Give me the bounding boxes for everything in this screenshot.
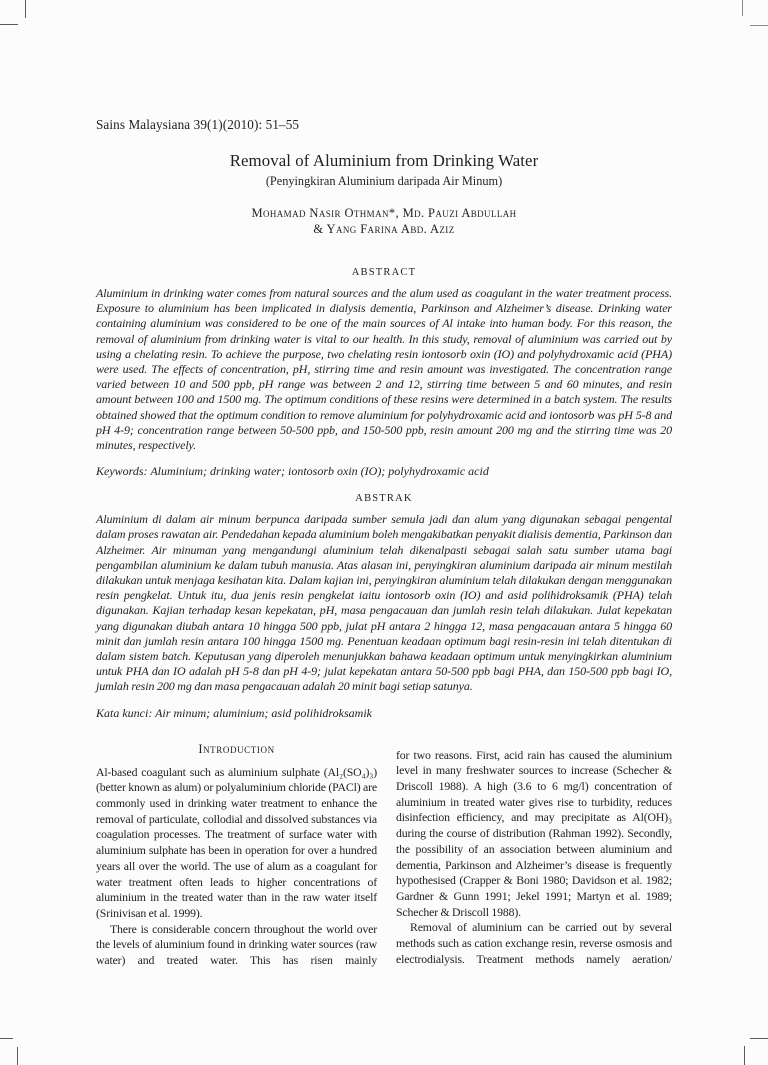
- introduction-heading: Introduction: [198, 741, 275, 756]
- crop-mark-bottom-left-vertical: [17, 1047, 18, 1065]
- abstract-body: Aluminium in drinking water comes from natural sources and the alum used as coagulant in the water treatment process. Exposure to aluminium has been implicated in dialysis dementia, Parkinson and Alzheimer’s disease. Drinking water containing aluminium was considered to be one of the main sources of Al intake into human body. For this reason, the removal of aluminium from drinking water is vital to our health. In this study, removal of aluminium was carried out by using a chelating resin. To achieve the purpose, two chelating resin iontosorb oxin (IO) and polyhydroxamic acid (PHA) were used. The effects of concentration, pH, stirring time and resin amount was investigated. The concentration range varied between 10 and 500 ppb, pH range was between 2 and 12, stirring time between 5 and 60 minutes, and resin amount between 100 and 1500 mg. The optimum conditions of these resins were determined in a batch system. The results obtained showed that the optimum condition to remove aluminium for polyhydroxamic acid and iontosorb was pH 5-8 and pH 4-9; concentration range between 50-500 ppb, and 150-500 ppb, resin amount 200 mg and the stirring time was 20 minutes, respectively.: [96, 286, 672, 453]
- intro-right-column: [396, 742, 672, 969]
- crop-mark-top-left-horizontal: [0, 24, 18, 25]
- authors-block: [96, 206, 672, 237]
- article-content: [96, 117, 672, 969]
- crop-mark-bottom-right-horizontal: [750, 1038, 768, 1039]
- article-title: Removal of Aluminium from Drinking Water: [229, 151, 539, 170]
- keywords-line: Keywords: Aluminium; drinking water; iontosorb oxin (IO); polyhydroxamic acid: [96, 464, 489, 479]
- introduction-section: [96, 742, 672, 969]
- crop-mark-top-left-vertical: [25, 0, 26, 18]
- crop-mark-top-right-vertical: [742, 0, 743, 16]
- authors-line-2: & Yang Farina Abd. Aziz: [313, 221, 455, 236]
- abstrak-heading: ABSTRAK: [355, 493, 413, 505]
- abstract-heading: ABSTRACT: [351, 267, 417, 278]
- crop-mark-bottom-right-vertical: [744, 1046, 745, 1065]
- abstrak-body: Aluminium di dalam air minum berpunca daripada sumber semula jadi dan alum yang digunakan sebagai pengental dalam proses rawatan air. Pendedahan kepada aluminium boleh mengakibatkan penyakit dialisis dementia, Parkinson dan Alzheimer. Air minuman yang mengandungi aluminium telah dikenalpasti sebagai salah satu sumber utama bagi pengambilan aluminium ke dalam tubuh manusia. Atas alasan ini, penyingkiran aluminium daripada air minum mestilah dilakukan untuk menjaga kesihatan kita. Dalam kajian ini, penyingkiran aluminium telah dilakukan dengan menggunakan resin pengkelat. Untuk itu, dua jenis resin pengkelat iaitu iontosorb oxin (IO) and asid polihidroksamik (PHA) telah digunakan. Kajian terhadap kesan kepekatan, pH, masa pengacauan dan jumlah resin telah dilakukan. Julat kepekatan yang digunakan diubah antara 10 hingga 500 ppb, julat pH antara 2 hingga 12, masa pengacauan antara 5 hingga 60 minit dan jumlah resin antara 100 hingga 1500 mg. Penentuan keadaan optimum bagi resin-resin ini telah ditentukan di dalam sistem batch. Keputusan yang diperoleh menunjukkan bahawa keadaan optimum untuk menyingkirkan aluminium untuk PHA dan IO adalah pH 5-8 dan pH 4-9; julat kepekatan antara 50-500 ppb bagi PHA, dan 150-500 ppb bagi IO, jumlah resin 200 mg dan masa pengacauan adalah 20 minit bagi setiap satunya.: [96, 512, 672, 694]
- kata-kunci-line: Kata kunci: Air minum; aluminium; asid polihidroksamik: [96, 705, 372, 720]
- intro-paragraph-2-continued: for two reasons. First, acid rain has caused the aluminium level in many freshwater sources to increase (Schecher & Driscoll 1988). A high (3.6 to 6 mg/l) concentration of aluminium in treated water gives rise to turbidity, reduces disinfection efficiency, and may precipitate as Al(OH)₃ during the course of distribution (Rahman 1992). Secondly, the possibility of an association between aluminium and dementia, Parkinson and Alzheimer’s disease is frequently hypothesised (Crapper & Boni 1980; Davidson et al. 1982; Gardner & Gunn 1991; Jekel 1991; Martyn et al. 1989; Schecher & Driscoll 1988).: [396, 747, 672, 919]
- intro-paragraph-1: Al-based coagulant such as aluminium sulphate (Al₂(SO₄)₃) (better known as alum) or polyaluminium chloride (PACl) are commonly used in drinking water treatment to enhance the removal of particulate, collodial and dissolved substances via coagulation processes. The treatment of surface water with aluminium sulphate has been in operation for over a hundred years all over the world. The use of alum as a coagulant for water treatment often leads to higher concentrations of aluminium in the treated water than in the raw water itself (Srinivisan et al. 1999).: [96, 764, 377, 920]
- intro-left-column: [96, 742, 377, 969]
- intro-paragraph-2: There is considerable concern throughout the world over the levels of aluminium found in drinking water sources (raw water) and treated water. This has risen mainly: [96, 921, 377, 968]
- crop-mark-top-right-horizontal: [750, 25, 768, 26]
- article-subtitle: (Penyingkiran Aluminium daripada Air Minum): [265, 174, 503, 188]
- intro-paragraph-3: Removal of aluminium can be carried out by several methods such as cation exchange resin, reverse osmosis and electrodialysis. Treatment methods namely aeration/: [396, 920, 672, 966]
- authors-line-1: Mohamad Nasir Othman*, Md. Pauzi Abdullah: [251, 206, 517, 220]
- journal-citation: Sains Malaysiana 39(1)(2010): 51–55: [96, 117, 300, 132]
- crop-mark-bottom-left-horizontal: [0, 1038, 13, 1039]
